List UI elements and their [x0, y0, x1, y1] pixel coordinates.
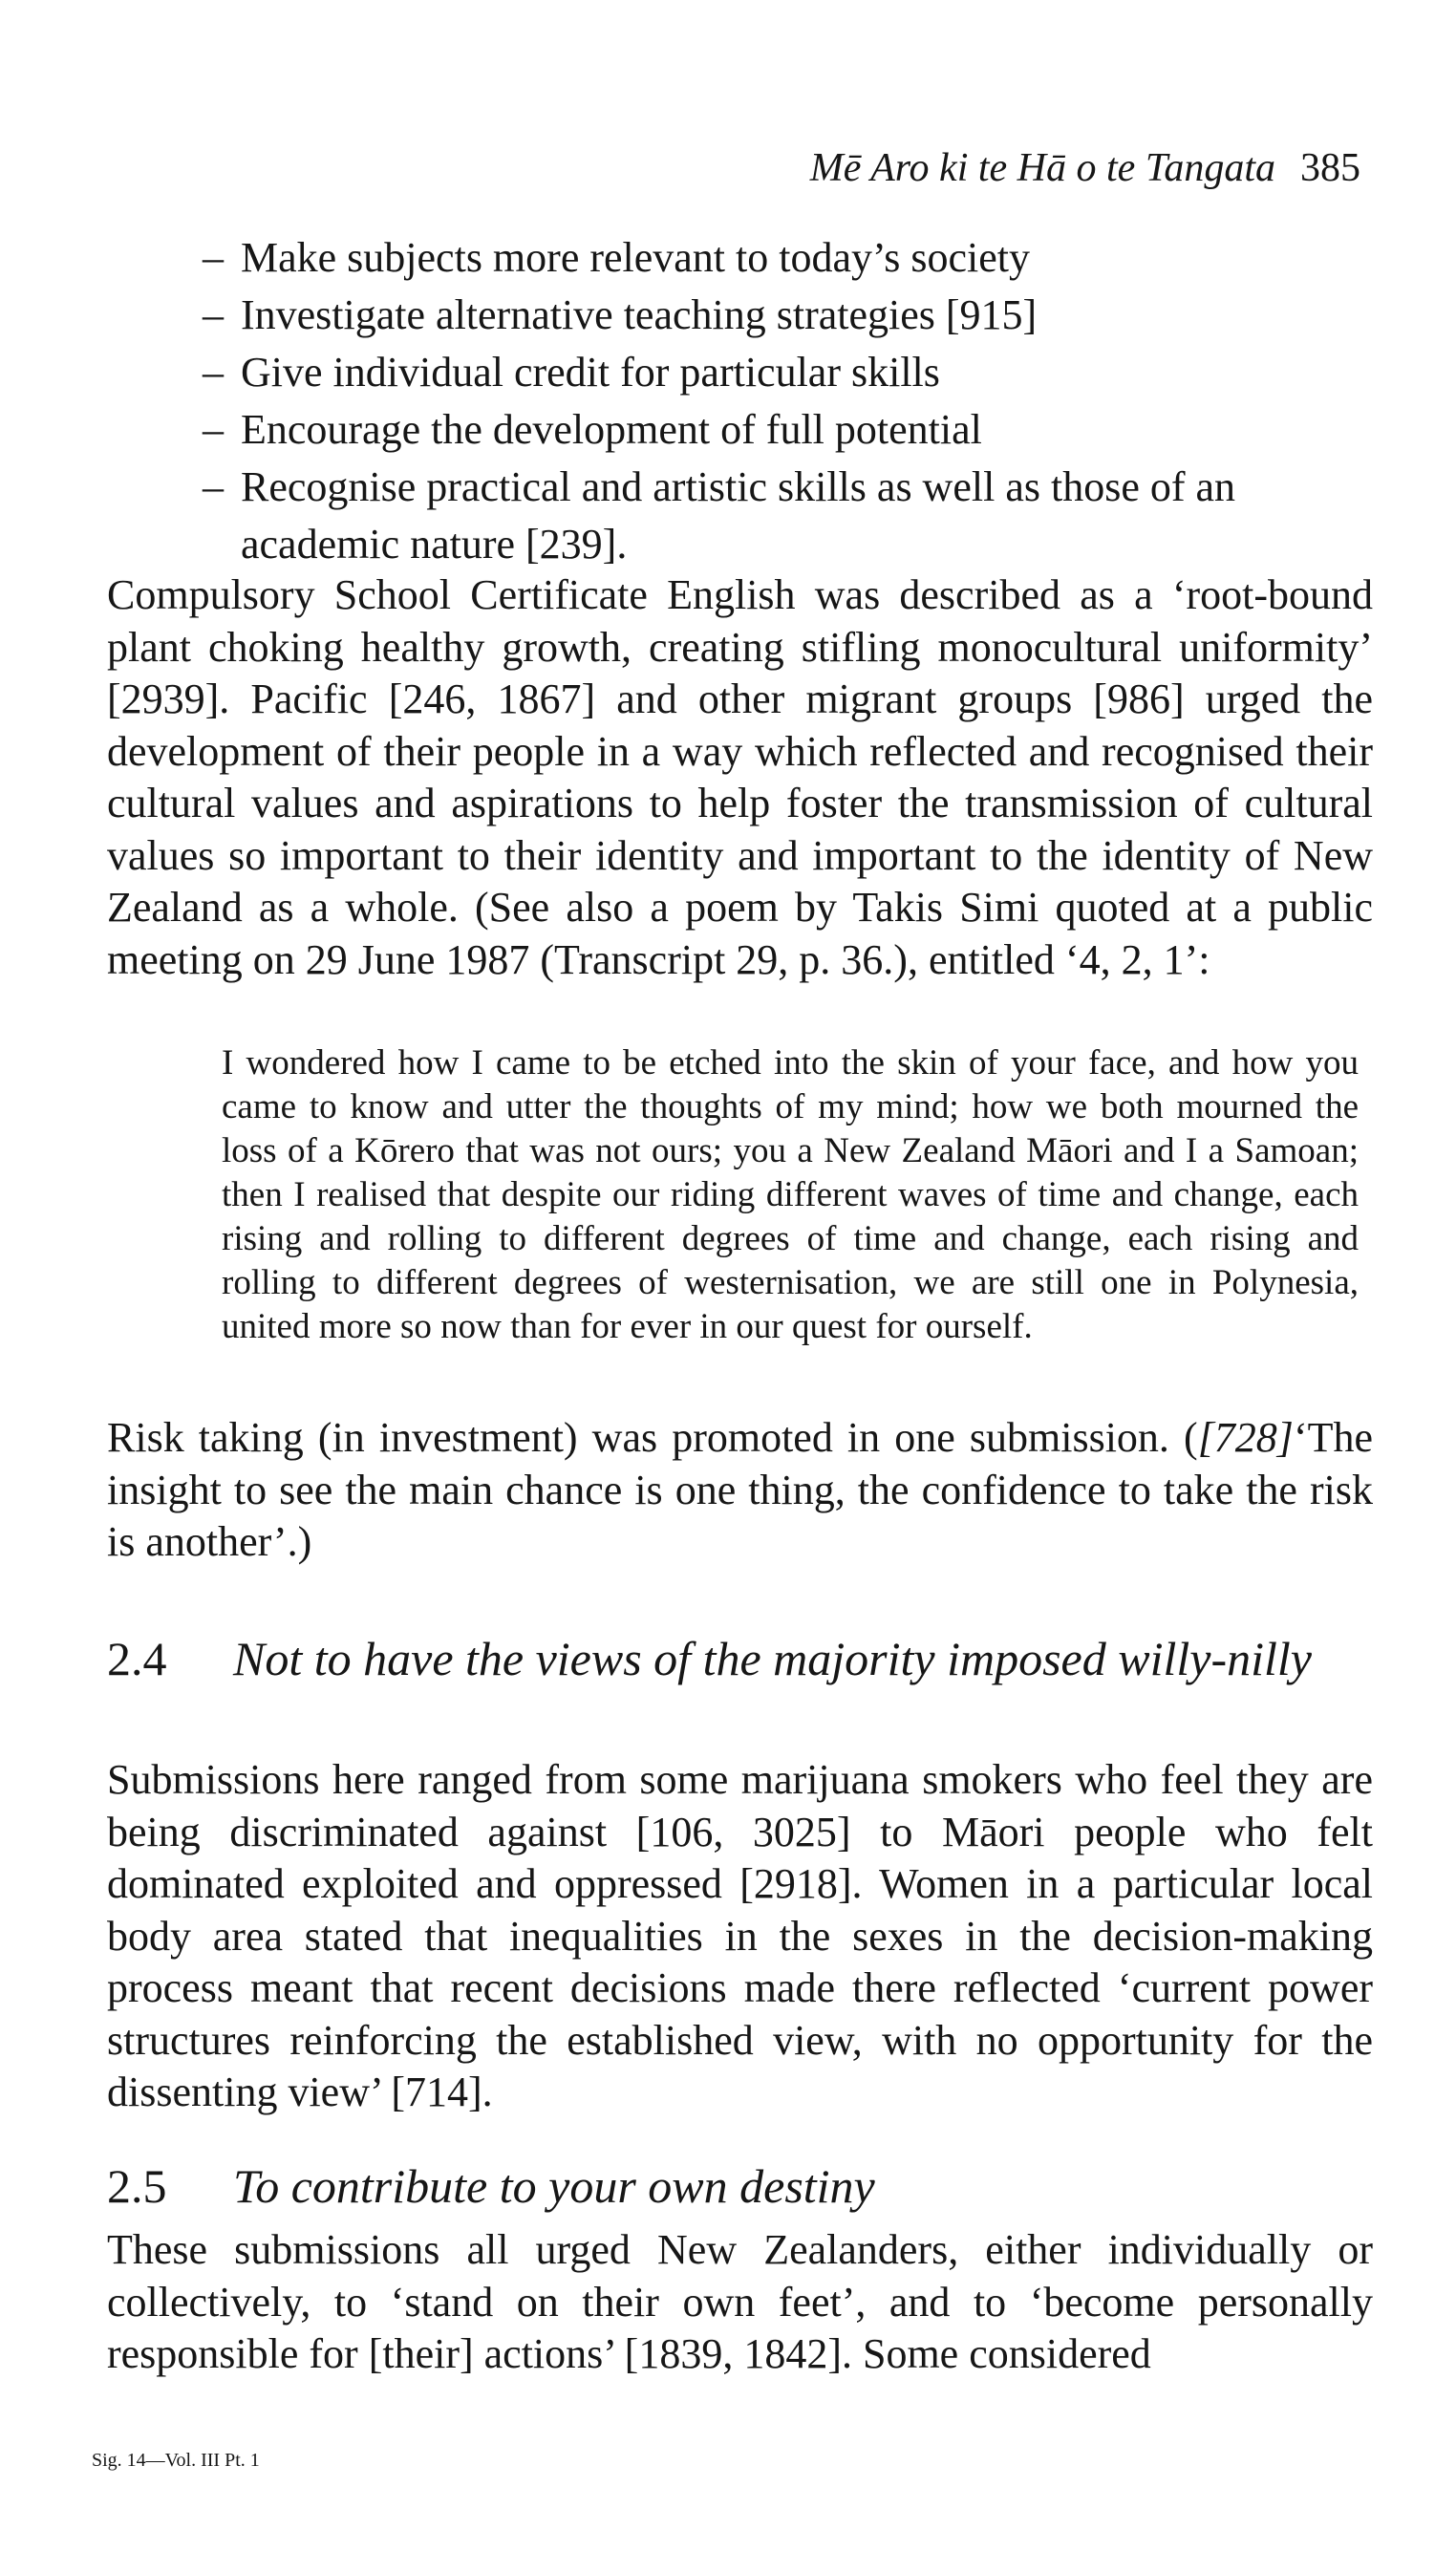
paragraph-certificate: Compulsory School Certificate English was described as a ‘root-bound plant choking healthy growth, creating stifling monocultural uniformity’ [2939]. Pacific [246, 1867] and other migrant groups [986] urged the development of their people in a way which reflected and recognised their cultural values and aspirations to help foster the transmission of cultural values so important to their identity and important to the identity of New Zealand as a whole. (See also a poem by Takis Simi quoted at a public meeting on 29 June 1987 (Transcript 29, p. 36.), entitled ‘4, 2, 1’:	[107, 571, 1373, 983]
list-dash: –	[203, 234, 224, 281]
section-heading-2-4	[107, 1630, 1373, 1687]
submission-reference: [728]	[1197, 1414, 1294, 1461]
section-2-4-body: Submissions here ranged from some marijuana smokers who feel they are being discriminated against [106, 3025] to Māori people who felt dominated exploited and oppressed [2918]. Women in a particular local body area stated that inequalities in the sexes in the decision-making process meant that recent decisions made there reflected ‘current power structures reinforcing the established view, with no opportunity for the dissenting view’ [714].	[107, 1756, 1373, 2115]
section-number: 2.4	[107, 1632, 167, 1685]
list-item-text: Encourage the development of full potential	[241, 406, 982, 453]
risk-quote: ‘The insight to see the main chance is one thing, the confidence to take the risk is another’.)	[107, 1414, 1373, 1565]
section-title: Not to have the views of the majority imposed willy-nilly	[233, 1632, 1312, 1685]
list-item-text: Recognise practical and artistic skills as well as those of an academic nature [239].	[241, 463, 1236, 568]
signature-mark: Sig. 14—Vol. III Pt. 1	[92, 2450, 260, 2471]
quoted-poem: I wondered how I came to be etched into the skin of your face, and how you came to know and utter the thoughts of my mind; how we both mourned the loss of a Kōrero that was not ours; you a New Zealand Māori and I a Samoan; then I realised that despite our riding different waves of time and change, each rising and rolling to different degrees of time and change, each rising and rolling to different degrees of westernisation, we are still one in Polynesia, united more so now than for ever in our quest for ourself.	[222, 1043, 1359, 1346]
section-heading-2-5	[107, 2157, 1373, 2215]
paragraph-risk-taking	[107, 1412, 1373, 1569]
list-dash: –	[203, 463, 224, 510]
list-item	[203, 229, 1373, 287]
list-item	[203, 287, 1373, 344]
list-item	[203, 401, 1373, 459]
list-dash: –	[203, 291, 224, 338]
risk-lead: Risk taking (in investment) was promoted in one submission. (	[107, 1414, 1198, 1461]
page-number: 385	[1300, 146, 1360, 190]
list-item	[203, 459, 1373, 573]
running-header	[810, 143, 1360, 193]
list-item-text: Make subjects more relevant to today’s society	[241, 234, 1030, 281]
list-item-text: Investigate alternative teaching strategies [915]	[241, 291, 1038, 338]
list-item	[203, 344, 1373, 401]
section-title: To contribute to your own destiny	[233, 2159, 875, 2213]
recommendation-list	[203, 229, 1373, 573]
section-number: 2.5	[107, 2159, 167, 2213]
list-item-text: Give individual credit for particular skills	[241, 349, 940, 396]
running-title: Mē Aro ki te Hā o te Tangata	[809, 146, 1275, 190]
list-dash: –	[203, 349, 224, 396]
list-dash: –	[203, 406, 224, 453]
section-2-5-body: These submissions all urged New Zealanders, either individually or collectively, to ‘stand on their own feet’, and to ‘become personally responsible for [their] actions’ [1839, 1842]. Some considered	[107, 2226, 1373, 2377]
